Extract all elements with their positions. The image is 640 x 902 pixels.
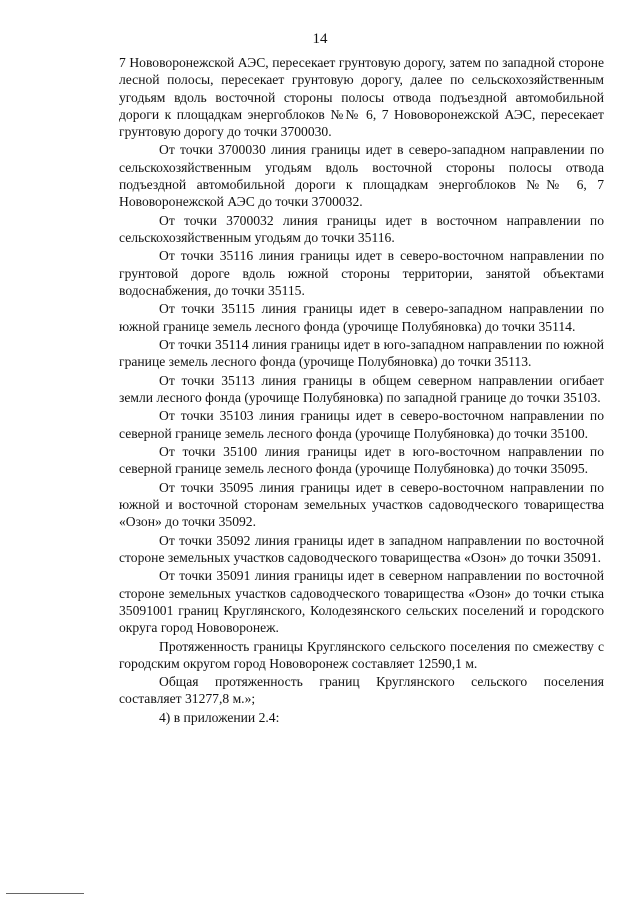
paragraph-point-35100: От точки 35100 линия границы идет в юго-восточном направлении по северной границе земель лесного фонда (урочище Полубяновка) до точки 35095. xyxy=(119,444,604,477)
paragraph-point-35114: От точки 35114 линия границы идет в юго-западном направлении по южной границе земель лесного фонда (урочище Полубяновка) до точки 35113. xyxy=(119,336,604,370)
paragraph-border-length-total: Общая протяженность границ Круглянского сельского поселения составляет 31277,8 м.»; xyxy=(119,674,604,707)
footnote-divider xyxy=(6,893,84,894)
page-number: 14 xyxy=(312,31,328,47)
paragraph-point-35095: От точки 35095 линия границы идет в северо-восточном направлении по южной и восточной сторонам земельных участков садоводческого товарищества «Озон» до точки 35092. xyxy=(119,479,604,530)
paragraph-appendix-2-4: 4) в приложении 2.4: xyxy=(159,709,280,725)
paragraph-point-3700032: От точки 3700032 линия границы идет в восточном направлении по сельскохозяйственным угодьям до точки 35116. xyxy=(119,212,604,245)
paragraph-point-35092: От точки 35092 линия границы идет в западном направлении по восточной стороне земельных участков садоводческого товарищества «Озон» до точки 35091. xyxy=(119,532,604,565)
document-body xyxy=(119,54,604,727)
paragraph-point-3700030: От точки 3700030 линия границы идет в северо-западном направлении по сельскохозяйственным угодьям вдоль восточной стороны полосы отвода подъездной автомобильной дороги к площадкам энергоблоков №№ 6, 7 Нововоронежской АЭС до точки 3700032. xyxy=(119,142,604,210)
paragraph-point-35103: От точки 35103 линия границы идет в северо-восточном направлении по северной границе земель лесного фонда (урочище Полубяновка) до точки 35100. xyxy=(119,408,604,441)
paragraph-point-35116: От точки 35116 линия границы идет в северо-восточном направлении по грунтовой дороге вдоль южной стороны территории, занятой объектами водоснабжения, до точки 35115. xyxy=(119,248,604,298)
paragraph-continuation: 7 Нововоронежской АЭС, пересекает грунтовую дорогу, затем по западной стороне лесной полосы, пересекает грунтовую дорогу, далее по сельскохозяйственным угодьям вдоль восточной стороны полосы отвода подъездной автомобильной дороги к площадкам энергоблоков №№ 6, 7 Нововоронежской АЭС, пересекает грунтовую дорогу до точки 3700030. xyxy=(119,55,604,139)
paragraph-point-35113: От точки 35113 линия границы в общем северном направлении огибает земли лесного фонда (урочище Полубяновка) по западной границе до точки 35103. xyxy=(119,372,604,405)
paragraph-border-length-adjacent: Протяженность границы Круглянского сельского поселения по смежеству с городским округом город Нововоронеж составляет 12590,1 м. xyxy=(119,638,604,671)
paragraph-point-35115: От точки 35115 линия границы идет в северо-западном направлении по южной границе земель лесного фонда (урочище Полубяновка) до точки 35114. xyxy=(119,301,604,334)
paragraph-point-35091: От точки 35091 линия границы идет в северном направлении по восточной стороне земельных участков садоводческого товарищества «Озон» до точки стыка 35091001 границ Круглянского, Колодезянского сельских поселений и городского округа город Нововоронеж. xyxy=(119,568,604,636)
